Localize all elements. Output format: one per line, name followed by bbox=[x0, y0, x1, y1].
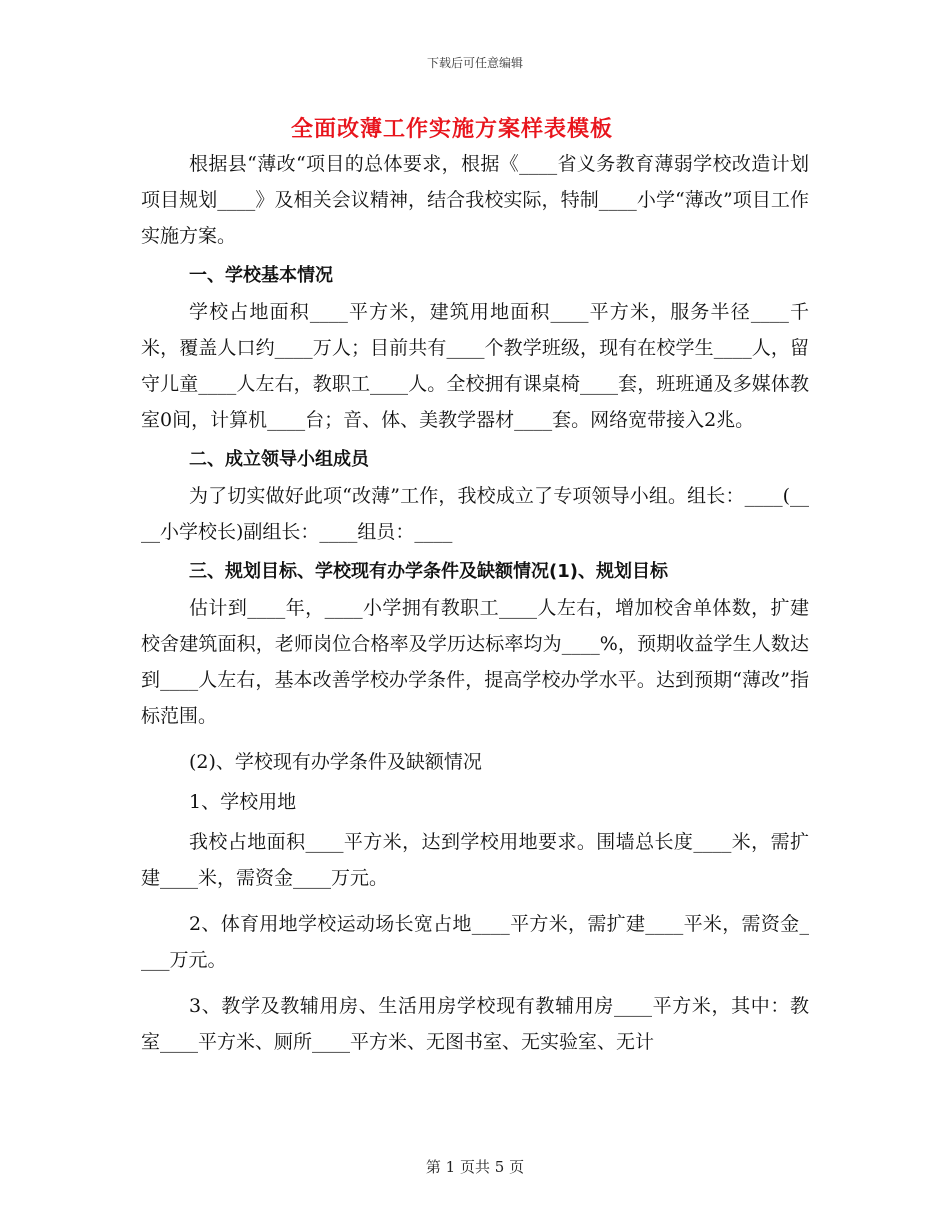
section-1-body: 学校占地面积____平方米，建筑用地面积____平方米，服务半径____千米，覆盖人口约____万人；目前共有____个教学班级，现有在校学生____人，留守儿童____人左右，教职工____人。全校拥有课桌椅____套，班班通及多媒体教室0间，计算机____台；音、体、美教学器材____套。网络宽带接入2兆。 bbox=[141, 301, 809, 431]
section-2-body: 为了切实做好此项“改薄”工作，我校成立了专项领导小组。组长：____(____小学校长)副组长：____组员：____ bbox=[141, 485, 809, 543]
section-2-heading: 二、成立领导小组成员 bbox=[189, 449, 369, 470]
section-3-heading: 三、规划目标、学校现有办学条件及缺额情况(1)、规划目标 bbox=[189, 561, 668, 582]
item-1-body: 我校占地面积____平方米，达到学校用地要求。围墙总长度____米，需扩建____米，需资金____万元。 bbox=[141, 831, 809, 889]
page-number: 第 1 页共 5 页 bbox=[425, 1158, 525, 1176]
item-2-body: 2、体育用地学校运动场长宽占地____平方米，需扩建____平米，需资金____万元。 bbox=[141, 913, 809, 971]
subsection-2-heading: (2)、学校现有办学条件及缺额情况 bbox=[189, 751, 482, 773]
item-3-body: 3、教学及教辅用房、生活用房学校现有教辅用房____平方米，其中：教室____平方米、厕所____平方米、无图书室、无实验室、无计 bbox=[141, 995, 809, 1053]
section-3-body: 估计到____年，____小学拥有教职工____人左右，增加校舍单体数，扩建校舍建筑面积，老师岗位合格率及学历达标率均为____%，预期收益学生人数达到____人左右，基本改善学校办学条件，提高学校办学水平。达到预期“薄改”指标范围。 bbox=[141, 597, 809, 727]
intro-paragraph: 根据县“薄改“项目的总体要求，根据《____省义务教育薄弱学校改造计划项目规划____》及相关会议精神，结合我校实际，特制____小学“薄改”项目工作实施方案。 bbox=[141, 153, 809, 247]
page-header-note: 下载后可任意编辑 bbox=[426, 56, 523, 70]
document-body bbox=[141, 112, 809, 1060]
document-title: 全面改薄工作实施方案样表模板 bbox=[291, 116, 614, 142]
item-1-heading: 1、学校用地 bbox=[189, 791, 297, 813]
section-1-heading: 一、学校基本情况 bbox=[189, 265, 333, 286]
